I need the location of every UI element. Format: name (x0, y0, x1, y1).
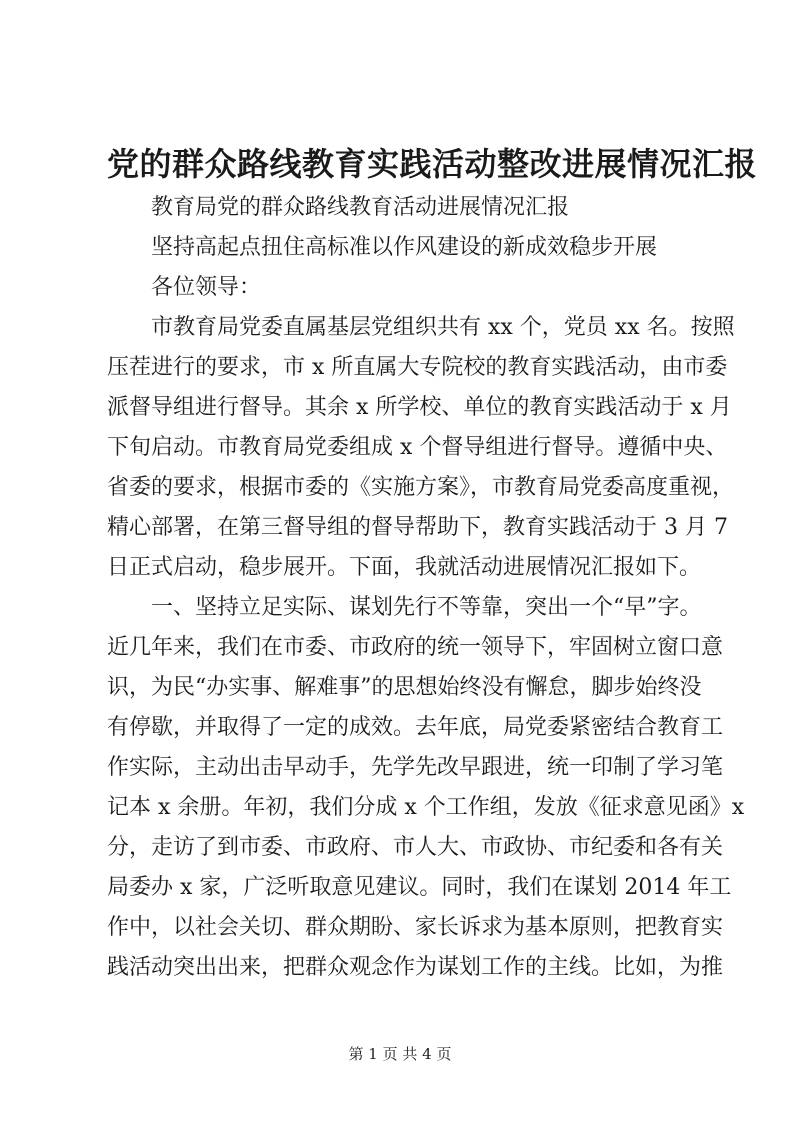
document-title: 党的群众路线教育实践活动整改进展情况汇报 (107, 145, 758, 183)
body-line: 践活动突出出来，把群众观念作为谋划工作的主线。比如，为推 (107, 955, 724, 980)
body-line: 派督导组进行督导。其余 x 所学校、单位的教育实践活动于 x 月 (107, 395, 732, 420)
body-line: 识，为民“办实事、解难事”的思想始终没有懈怠，脚步始终没 (107, 675, 702, 700)
body-line: 作中，以社会关切、群众期盼、家长诉求为基本原则，把教育实 (107, 915, 724, 940)
body-line: 一、坚持立足实际、谋划先行不等靠，突出一个“早”字。 (107, 595, 702, 620)
body-line: 记本 x 余册。年初，我们分成 x 个工作组，发放《征求意见函》x (107, 795, 745, 820)
body-line: 日正式启动，稳步展开。下面，我就活动进展情况汇报如下。 (107, 555, 702, 580)
body-line: 有停歇，并取得了一定的成效。去年底，局党委紧密结合教育工 (107, 715, 724, 740)
body-line: 作实际，主动出击早动手，先学先改早跟进，统一印制了学习笔 (107, 755, 724, 780)
body-line: 各位领导： (107, 275, 262, 300)
body-line: 局委办 x 家，广泛听取意见建议。同时，我们在谋划 2014 年工 (107, 875, 732, 900)
body-line: 市教育局党委直属基层党组织共有 xx 个，党员 xx 名。按照 (107, 315, 735, 340)
body-line: 精心部署，在第三督导组的督导帮助下，教育实践活动于 3 月 7 (107, 515, 728, 540)
body-line: 近几年来，我们在市委、市政府的统一领导下，牢固树立窗口意 (107, 635, 724, 660)
body-line: 分，走访了到市委、市政府、市人大、市政协、市纪委和各有关 (107, 835, 724, 860)
body-line: 压茬进行的要求，市 x 所直属大专院校的教育实践活动，由市委 (107, 355, 728, 380)
page-number-footer: 第 1 页 共 4 页 (348, 1045, 452, 1063)
body-line: 教育局党的群众路线教育活动进展情况汇报 (107, 195, 570, 220)
body-line: 省委的要求，根据市委的《实施方案》，市教育局党委高度重视， (107, 475, 735, 500)
body-line: 坚持高起点扭住高标准以作风建设的新成效稳步开展 (107, 235, 658, 260)
body-line: 下旬启动。市教育局党委组成 x 个督导组进行督导。遵循中央、 (107, 435, 728, 460)
